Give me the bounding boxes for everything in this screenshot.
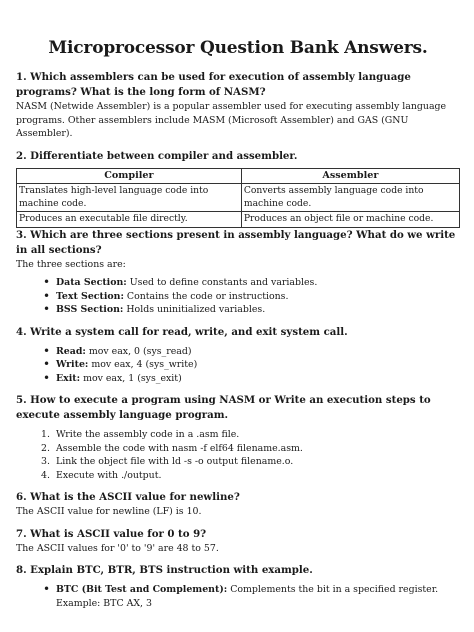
list-item [56,372,460,386]
question-7: 7. What is ASCII value for 0 to 9? [16,527,207,540]
bit-instructions-list [16,583,460,610]
comparison-table [16,168,460,228]
step-text: Write the assembly code in a .asm file. [56,429,240,440]
table-row [17,184,460,212]
question-2: 2. Differentiate between compiler and assembler. [16,149,298,162]
list-item-term: Text Section: [56,290,124,302]
list-item-term: Read: [56,345,86,357]
table-cell: Produces an object file or machine code. [241,212,459,228]
question-6: 6. What is the ASCII value for newline? [16,491,240,503]
table-header-assembler: Assembler [241,168,459,184]
list-item-text: Used to define constants and variables. [126,277,318,288]
syscall-list [16,345,460,386]
list-item-term: Exit: [56,372,81,384]
page-title: Microprocessor Question Bank Answers. [48,38,428,58]
step-number: 4. [41,469,50,481]
list-item-text: mov eax, 0 (sys_read) [85,345,192,357]
table-header-compiler: Compiler [17,168,242,184]
list-item [41,442,460,456]
step-number: 1. [41,429,50,440]
list-item-term: BTC (Bit Test and Complement): [56,584,228,595]
step-text: Link the object file with ld -s -o output filename.o. [56,456,294,467]
list-item-text: mov eax, 1 (sys_exit) [80,372,182,384]
list-item-text: Holds uninitialized variables. [123,304,266,315]
step-number: 3. [41,456,50,467]
list-item [56,276,460,290]
list-item [41,469,460,483]
question-8: 8. Explain BTC, BTR, BTS instruction with example. [16,564,313,576]
list-item-term: Write: [56,359,89,370]
table-row [17,212,460,228]
question-4: 4. Write a system call for read, write, and exit system call. [16,325,348,338]
answer-1: NASM (Netwide Assembler) is a popular assembler used for executing assembly language programs. Other assemblers include MASM (Microsoft Assembler) and GAS (GNU Assembler). [16,101,447,139]
table-cell: Translates high-level language code into machine code. [17,184,242,212]
list-item-text: Contains the code or instructions. [123,290,289,302]
list-item [56,358,460,372]
table-cell: Produces an executable file directly. [17,212,242,228]
document-page [16,38,460,610]
list-item [41,428,460,442]
step-text: Assemble the code with nasm -f elf64 filename.asm. [56,442,303,454]
answer-3-intro: The three sections are: [16,258,126,270]
question-1: 1. Which assemblers can be used for execution of assembly language programs? What is the long form of NASM? [16,71,411,98]
list-item-term: Data Section: [56,277,127,288]
list-item [56,290,460,304]
list-item [56,303,460,317]
table-header-row [17,168,460,184]
step-text: Execute with ./output. [56,469,162,481]
list-item [56,583,460,610]
execution-steps-list [16,428,460,482]
table-cell: Converts assembly language code into machine code. [241,184,459,212]
list-item-term: BSS Section: [56,304,124,315]
list-item-text: Complements the bit in a specified register. Example: BTC AX, 3 [56,584,439,609]
list-item [56,345,460,359]
question-5: 5. How to execute a program using NASM or Write an execution steps to execute assembly language program. [16,394,431,421]
sections-list [16,276,460,317]
answer-7: The ASCII values for '0' to '9' are 48 to 57. [16,542,219,554]
step-number: 2. [41,442,50,454]
list-item [41,455,460,469]
list-item-text: mov eax, 4 (sys_write) [88,359,198,370]
question-3: 3. Which are three sections present in assembly language? What do we write in all sections? [16,228,456,256]
answer-6: The ASCII value for newline (LF) is 10. [16,506,202,517]
